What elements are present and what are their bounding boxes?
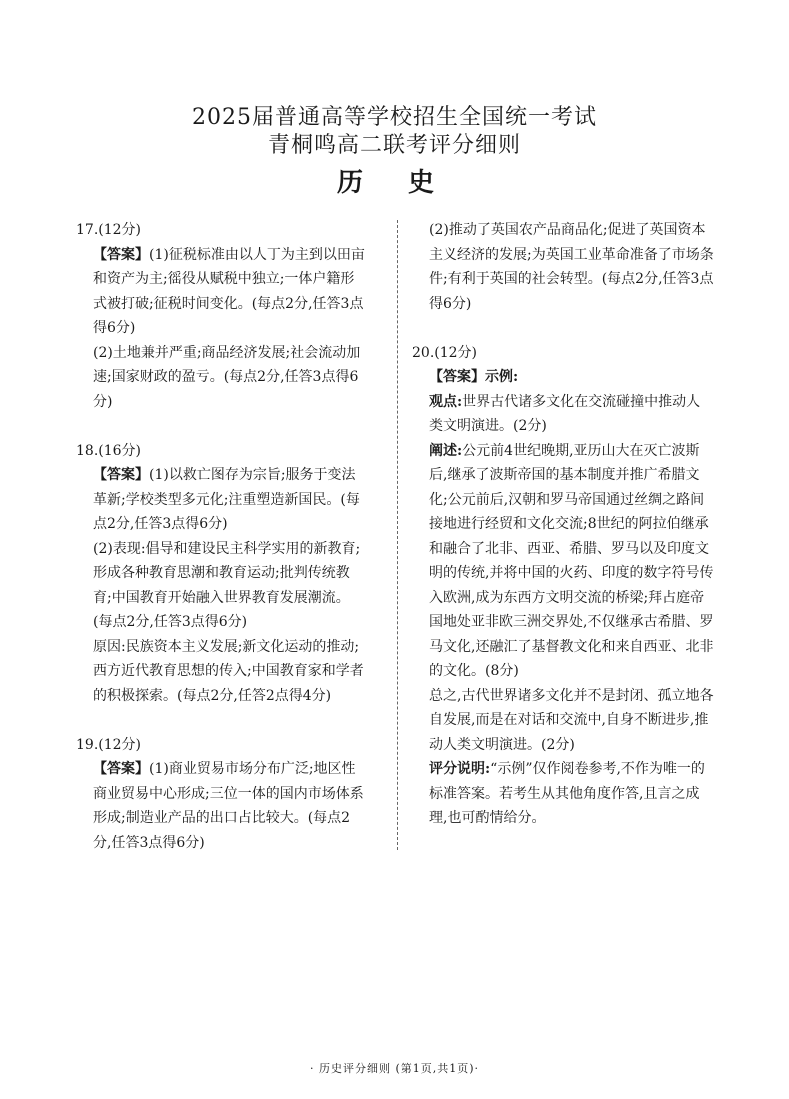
question-20-head: 20.(12分) xyxy=(412,344,478,361)
right-column xyxy=(412,218,714,831)
viewpoint-text: 世界古代诸多文化在交流碰撞中推动人类文明演进。(2分) xyxy=(429,393,701,434)
question-19-head: 19.(12分) xyxy=(76,736,142,753)
subject-title: 历 史 xyxy=(336,168,453,198)
explanation-text: 公元前4世纪晚期,亚历山大在灭亡波斯后,继承了波斯帝国的基本制度并推广希腊文化;公元前后,汉朝和罗马帝国通过丝绸之路间接地进行经贸和文化交流;8世纪的阿拉伯继承和融合了北非、西亚、希腊、罗马以及印度文明的传统,并将中国的火药、印度的数字符号传入欧洲,成为东西方文明交流的桥梁;拜占庭帝国地处亚非欧三洲交界处,不仅继承古希腊、罗马文化,还融汇了基督教文化和来自西亚、北非的文化。(8分) xyxy=(429,442,714,679)
scoring-note-text: “示例”仅作阅卷参考,不作为唯一的标准答案。若考生从其他角度作答,且言之成理,也可酌情给分。 xyxy=(429,761,705,826)
exam-subtitle: 青桐鸣高二联考评分细则 xyxy=(267,133,521,158)
page-footer: · 历史评分细则 (第1页,共1页)· xyxy=(309,1062,480,1075)
answer-paragraph xyxy=(93,463,368,537)
question-19 xyxy=(76,733,368,856)
question-17 xyxy=(76,218,368,414)
answer-text: (1)以救亡图存为宗旨;服务于变法革新;学校类型多元化;注重塑造新国民。(每点2分,任答3点得6分) xyxy=(93,467,360,532)
answer-paragraph xyxy=(93,243,368,341)
answer-paragraph: (2)表现:倡导和建设民主科学实用的新教育;形成各种教育思潮和教育运动;批判传统教育;中国教育开始融入世界教育发展潮流。(每点2分,任答3点得6分) xyxy=(93,540,361,630)
question-18 xyxy=(76,439,368,709)
summary-paragraph: 总之,古代世界诸多文化并不是封闭、孤立地各自发展,而是在对话和交流中,自身不断进步,推动人类文明演进。(2分) xyxy=(429,687,714,753)
question-20 xyxy=(412,341,714,831)
question-17-head: 17.(12分) xyxy=(76,222,142,238)
answer-paragraph: (2)推动了英国农产品商品化;促进了英国资本主义经济的发展;为英国工业革命准备了市场条件;有利于英国的社会转型。(每点2分,任答3点得6分) xyxy=(429,222,714,312)
answer-text: (1)商业贸易市场分布广泛;地区性商业贸易中心形成;三位一体的国内市场体系形成;制造业产品的出口占比较大。(每点2分,任答3点得6分) xyxy=(93,761,364,851)
scoring-note-paragraph xyxy=(429,757,714,831)
answer-label: 【答案】 xyxy=(93,467,149,483)
answer-paragraph: 原因:民族资本主义发展;新文化运动的推动;西方近代教育思想的传入;中国教育家和学者的积极探索。(每点2分,任答2点得4分) xyxy=(93,638,364,704)
answer-text: (1)征税标准由以人丁为主到以田亩和资产为主;徭役从赋税中独立;一体户籍形式被打破;征税时间变化。(每点2分,任答3点得6分) xyxy=(93,246,365,336)
column-divider xyxy=(397,220,398,850)
answer-paragraph: (2)土地兼并严重;商品经济发展;社会流动加速;国家财政的盈亏。(每点2分,任答3点得6分) xyxy=(93,344,361,410)
answer-label: 【答案】 xyxy=(93,761,149,777)
explanation-label: 阐述: xyxy=(429,442,463,459)
answer-paragraph xyxy=(93,757,368,855)
scoring-note-label: 评分说明: xyxy=(429,761,491,777)
exam-title: 2025届普通高等学校招生全国统一考试 xyxy=(192,105,597,130)
viewpoint-label: 观点: xyxy=(429,393,463,410)
explanation-paragraph xyxy=(429,439,714,684)
question-18-head: 18.(16分) xyxy=(76,442,142,459)
viewpoint-paragraph xyxy=(429,390,714,439)
left-column xyxy=(76,218,368,855)
answer-label: 【答案】示例: xyxy=(429,369,519,385)
answer-label: 【答案】 xyxy=(93,246,149,263)
